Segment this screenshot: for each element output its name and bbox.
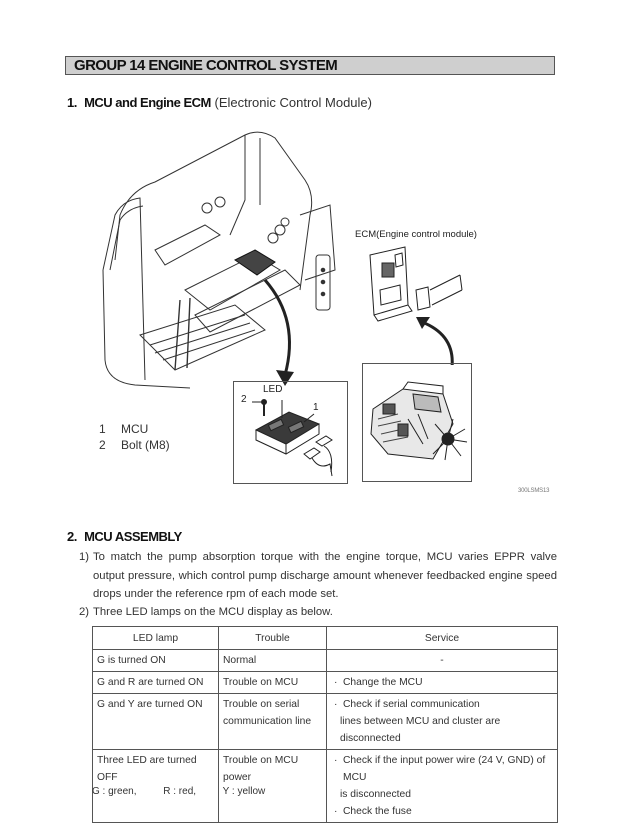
legend-label: MCU (121, 422, 149, 436)
arrow-to-mcu-detail (265, 280, 290, 375)
trouble-line: communication line (223, 716, 312, 727)
cab-pillar-left (103, 198, 145, 380)
table-header-row (93, 627, 558, 650)
item-text: To match the pump absorption torque with the engine torque, MCU varies EPPR valve output pressure, which control pump discharge amount whenever feedbacked engine speed drops under the reference rpm of each mode set. (93, 551, 557, 600)
trouble-line: Trouble on serial (223, 699, 300, 710)
section-1-title (67, 95, 372, 111)
cell-service (327, 672, 558, 694)
section-2-title (67, 529, 182, 545)
item-number: 1) (79, 551, 90, 563)
callout-led: LED (263, 384, 283, 395)
table-row (93, 672, 558, 694)
callout-2: 2 (241, 394, 247, 405)
group-title: GROUP 14 ENGINE CONTROL SYSTEM (74, 57, 338, 74)
legend-num: 2 (99, 438, 106, 452)
section-1-number: 1. (67, 95, 77, 110)
header-service: Service (327, 627, 558, 650)
service-continuation: is disconnected (340, 789, 411, 800)
header-led-lamp: LED lamp (93, 627, 219, 650)
left-console (155, 225, 220, 265)
ecm-connector (416, 287, 430, 310)
mcu-detail-box (233, 381, 348, 484)
service-bullet: · Check if the input power wire (24 V, GND) of MCU (331, 752, 553, 786)
arrow-to-ecm (422, 322, 452, 365)
section-1-title-bold: MCU and Engine ECM (84, 95, 211, 110)
cell-lamp: Three LED are turned OFF (93, 750, 219, 823)
section-2-number: 2. (67, 529, 77, 544)
cell-lamp: G is turned ON (93, 650, 219, 672)
cell-service (327, 750, 558, 823)
mcu-drawing (234, 382, 347, 483)
legend-label: Bolt (M8) (121, 438, 170, 452)
figure-code: 300LSMS13 (518, 488, 550, 494)
table-row (93, 694, 558, 750)
engine-block (371, 389, 453, 459)
callout-1: 1 (313, 402, 319, 413)
cell-trouble: Normal (219, 650, 327, 672)
service-bullet: · Check if serial communication (331, 696, 553, 713)
cell-trouble: Trouble on MCU (219, 672, 327, 694)
engine-drawing (363, 364, 471, 481)
item-number: 2) (79, 606, 90, 618)
service-continuation: lines between MCU and cluster are disconnected (340, 716, 501, 744)
header-trouble: Trouble (219, 627, 327, 650)
paragraph-1 (79, 548, 557, 604)
cell-trouble: Trouble on MCU power (219, 750, 327, 823)
service-bullet: · Change the MCU (331, 674, 553, 691)
legend-item-1 (99, 422, 148, 437)
cell-service (327, 694, 558, 750)
item-text: Three LED lamps on the MCU display as below. (93, 606, 333, 618)
table-row (93, 650, 558, 672)
ecm-drawing (360, 245, 470, 365)
group-header-bar (65, 56, 555, 75)
cell-trouble (219, 694, 327, 750)
cell-lamp: G and R are turned ON (93, 672, 219, 694)
cab-roof-outline (115, 132, 312, 290)
legend-num: 1 (99, 422, 106, 436)
mcu-location (235, 250, 275, 275)
service-bullet: · Check the fuse (331, 803, 553, 820)
cab-illustration (95, 120, 355, 390)
color-legend-footnote (92, 786, 289, 797)
footnote-red: R : red, (163, 786, 197, 797)
cell-lamp: G and Y are turned ON (93, 694, 219, 750)
section-1-title-normal: (Electronic Control Module) (214, 95, 372, 110)
footnote-green: G : green, (92, 786, 137, 797)
ecm-label: ECM(Engine control module) (355, 229, 477, 240)
engine-box (362, 363, 472, 482)
footnote-yellow: Y : yellow (222, 786, 266, 797)
cell-service: - (327, 650, 558, 672)
paragraph-2 (79, 603, 557, 622)
legend-item-2 (99, 438, 170, 453)
section-2-title-text: MCU ASSEMBLY (84, 529, 182, 544)
cab-front-outline (103, 270, 190, 388)
